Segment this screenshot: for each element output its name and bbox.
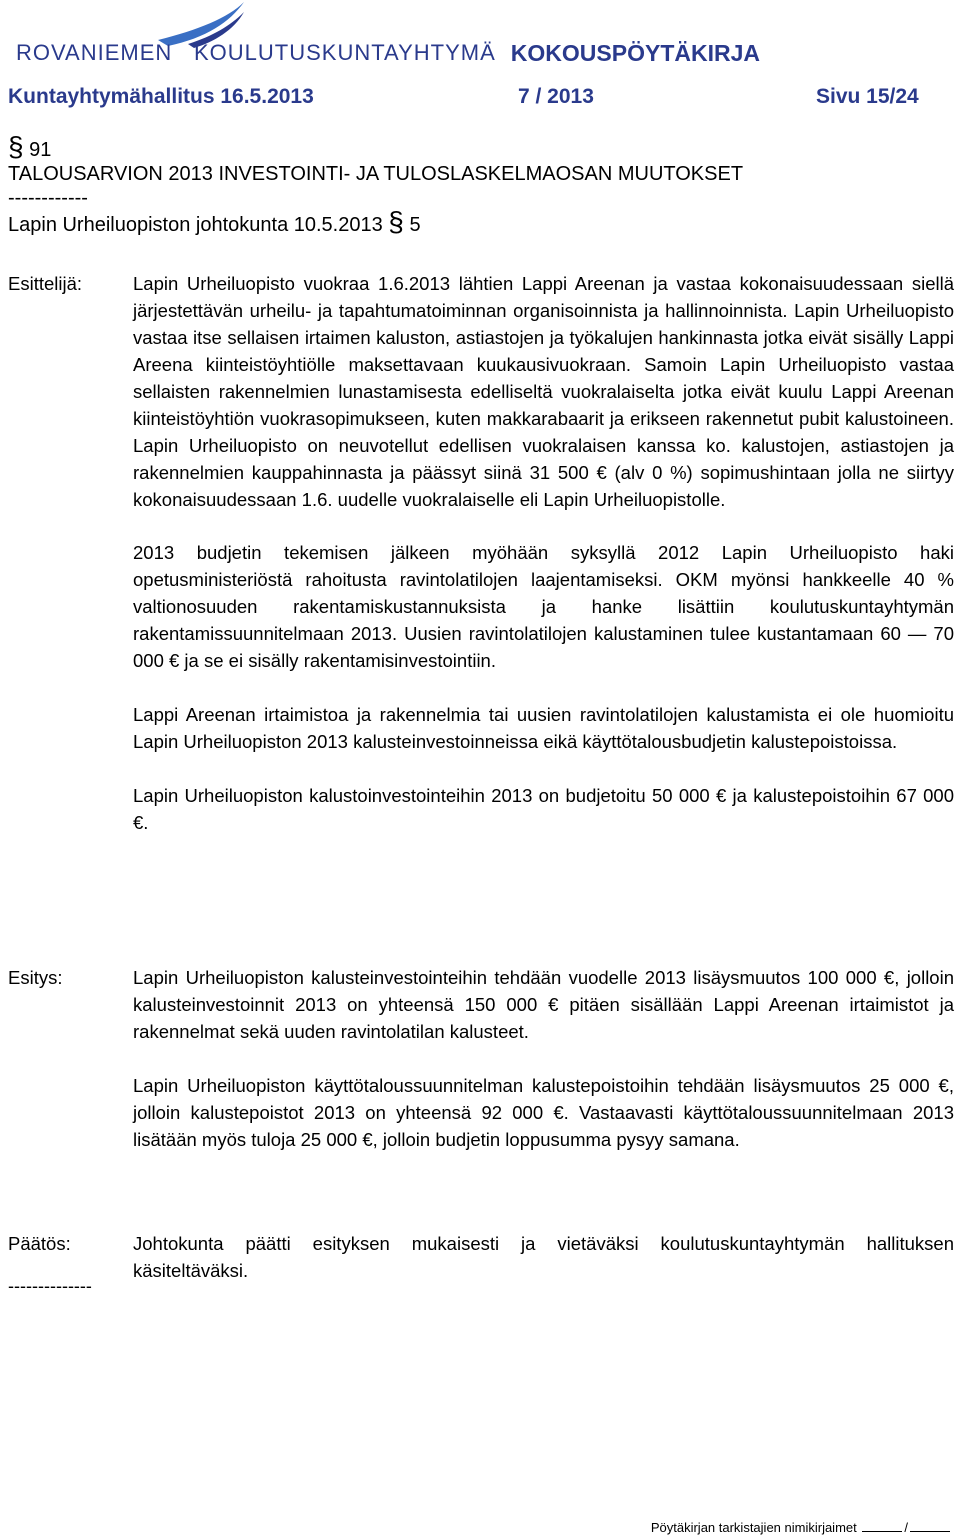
- logo-org-name-1: ROVANIEMEN: [16, 40, 173, 65]
- reference-section: 5: [409, 214, 421, 236]
- esitys-paragraph-2: Lapin Urheiluopiston käyttötaloussuunnitelman kalustepoistoihin tehdään lisäysmuutos 25 000 €, jolloin kalustepoistot 2013 on yhteensä 92 000 €. Vastaavasti käyttötaloussuunnitelmaan 2013 lisätään myös tuloja 25 000 €, jolloin budjetin loppusumma pysyy samana.: [133, 1075, 954, 1150]
- organization-logo: [8, 0, 496, 72]
- section-heading: [8, 131, 744, 237]
- page-number: Sivu 15/24: [816, 85, 919, 108]
- signature-line-1: [862, 1531, 902, 1532]
- logo-org-name-2: KOULUTUSKUNTAYHTYMÄ: [194, 40, 496, 65]
- esittelija-paragraph-2: 2013 budjetin tekemisen jälkeen myöhään syksyllä 2012 Lapin Urheiluopisto haki opetusministeriöstä rahoitusta ravintolatilojen laajentamiseksi. OKM myönsi hankkeelle 40 % valtionosuuden rakentamiskustannuksista ja hanke lisättiin koulutuskuntayhtymän rakentamissuunnitelmaan 2013. Uusien ravintolatilojen kalustaminen tulee kustantamaan 60 — 70 000 € ja se ei sisälly rakentamisinvestointiin.: [133, 542, 954, 671]
- section-mark: §: [8, 131, 24, 162]
- section-title: TALOUSARVION 2013 INVESTOINTI- JA TULOSLASKELMAOSAN MUUTOKSET: [8, 163, 744, 185]
- paatos-text: Johtokunta päätti esityksen mukaisesti ja vietäväksi koulutuskuntayhtymän hallituksen käsiteltäväksi.: [133, 1233, 954, 1281]
- reference-text: Lapin Urheiluopiston johtokunta 10.5.2013: [8, 214, 383, 236]
- end-divider: --------------: [8, 1276, 92, 1296]
- esittelija-paragraph-1: Lapin Urheiluopisto vuokraa 1.6.2013 lähtien Lappi Areenan ja vastaa kokonaisuudessaan siellä järjestettävän urheilu- ja tapahtumatoiminnan organisoinnista ja hallinnoinnista. Lapin Urheiluopisto vastaa itse sellaisen irtaimen kaluston, astiastojen ja työkalujen hankinnasta jotka eivät sisälly Lappi Areena kiinteistöyhtiölle maksettavaan kuukausivuokraan. Samoin Lapin Urheiluopisto vastaa sellaisten rakennelmien lunastamisesta edelliseltä vuokralaiselta jotka eivät kuulu Lappi Areenan kiinteistöyhtiön vuokrasopimukseen, kuten makkarabaarit ja erikseen rakennetut pubit kalustoineen. Lapin Urheiluopisto on neuvotellut edellisen vuokralaisen kanssa ko. kalustojen, astiastojen ja rakennelmien kauppahinnasta ja päässyt siinä 31 500 € (alv 0 %) sopimushintaan jolla ne siirtyy kokonaisuudessaan 1.6. uudelle vuokralaiselle eli Lapin Urheiluopistolle.: [133, 273, 954, 510]
- meeting-body: Kuntayhtymähallitus 16.5.2013: [8, 85, 314, 108]
- section-reference: [8, 206, 743, 237]
- footer-signature: [651, 1520, 952, 1535]
- meeting-meta: [8, 85, 952, 115]
- meeting-number: 7 / 2013: [518, 85, 594, 108]
- signature-separator: /: [904, 1520, 908, 1535]
- signature-label: Pöytäkirjan tarkistajien nimikirjaimet: [650, 1520, 857, 1535]
- document-type: KOKOUSPÖYTÄKIRJA: [510, 40, 760, 66]
- esitys-paragraph-1: Lapin Urheiluopiston kalusteinvestointeihin tehdään vuodelle 2013 lisäysmuutos 100 000 €, jolloin kalusteinvestoinnit 2013 on yhteensä 150 000 € pitäen sisällään Lappi Areenan irtaimistot ja rakennelmat sekä uuden ravintolatilan kalusteet.: [133, 967, 954, 1042]
- esittelija-paragraph-3: Lappi Areenan irtaimistoa ja rakennelmia tai uusien ravintolatilojen kalustamista ei ole huomioitu Lapin Urheiluopiston 2013 kalusteinvestoinneissa eikä käyttötalousbudjetin kalustepoistoissa.: [133, 704, 954, 752]
- section-mark-small: §: [388, 206, 404, 237]
- section-divider: ------------: [8, 187, 88, 209]
- esitys-label: Esitys:: [8, 967, 63, 988]
- esittelija-paragraph-4: Lapin Urheiluopiston kalustoinvestointeihin 2013 on budjetoitu 50 000 € ja kalustepoistoihin 67 000 €.: [133, 785, 954, 833]
- esittelija-label: Esittelijä:: [8, 273, 83, 294]
- signature-line-2: [910, 1531, 950, 1532]
- paatos-label: Päätös:: [8, 1233, 71, 1254]
- section-number: 91: [29, 139, 52, 161]
- page-header: [0, 0, 960, 120]
